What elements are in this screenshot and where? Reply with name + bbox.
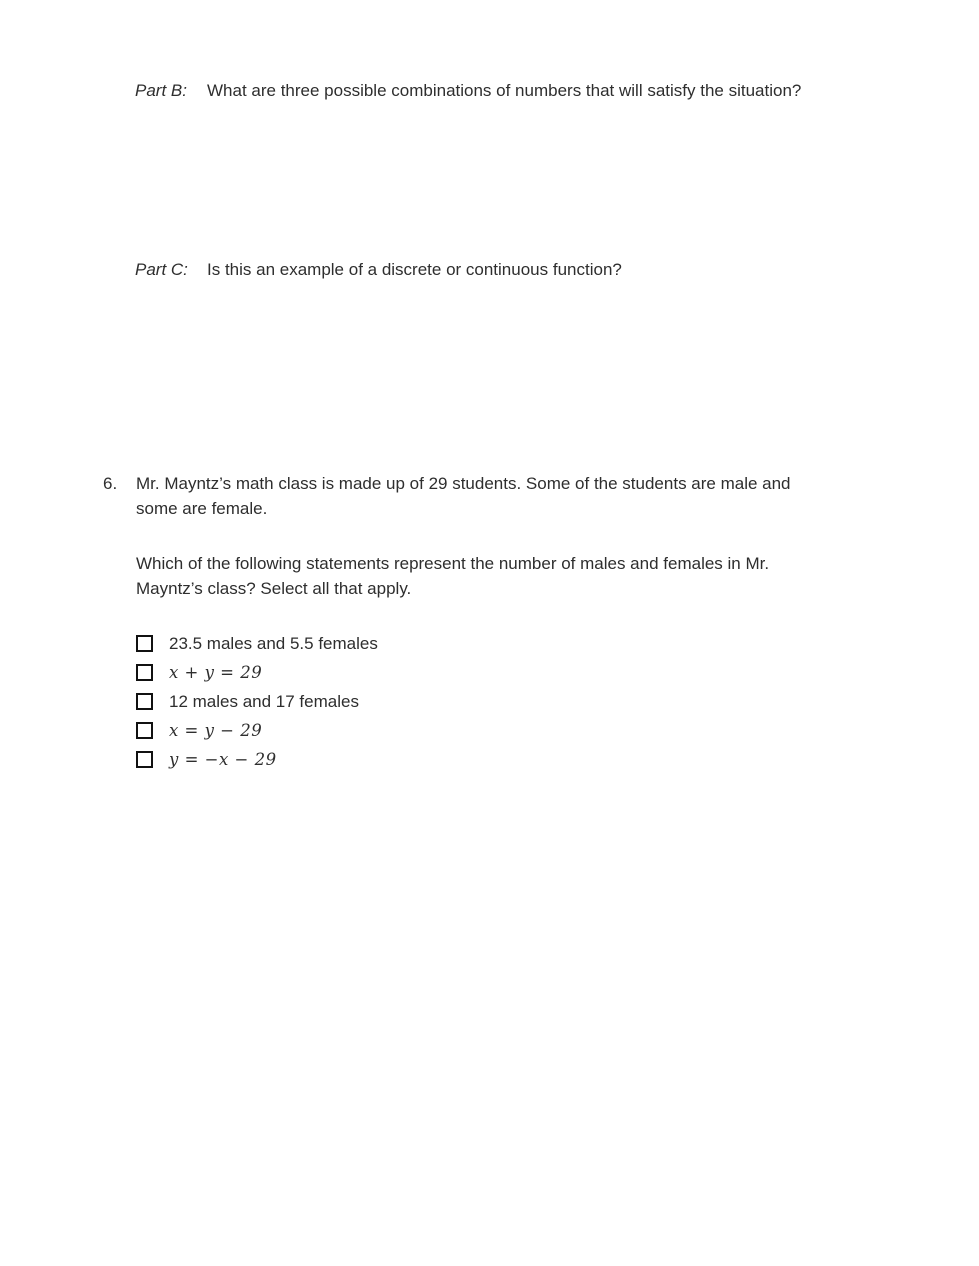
- question-6-options: [136, 629, 836, 774]
- option-checkbox[interactable]: [136, 635, 153, 652]
- question-6-body: [136, 471, 836, 774]
- question-6-number: 6.: [103, 474, 118, 493]
- option-label: x + y = 29: [169, 663, 263, 682]
- option-checkbox[interactable]: [136, 664, 153, 681]
- option-row: [136, 658, 836, 687]
- question-6-prompt: Mr. Mayntz’s math class is made up of 29 students. Some of the students are male and some are female.: [136, 474, 791, 518]
- part-b-question: What are three possible combinations of numbers that will satisfy the situation?: [207, 81, 802, 100]
- option-label: 12 males and 17 females: [169, 692, 359, 711]
- option-row: [136, 687, 836, 716]
- question-6-instructions: Which of the following statements represent the number of males and females in Mr. Mayntz’s class? Select all that apply.: [136, 554, 770, 598]
- part-c-question: Is this an example of a discrete or continuous function?: [207, 260, 622, 279]
- question-6: [103, 471, 836, 774]
- part-c-section: [135, 257, 622, 282]
- part-b-section: [135, 78, 801, 103]
- option-label: 23.5 males and 5.5 females: [169, 634, 378, 653]
- option-row: [136, 745, 836, 774]
- part-b-label: Part B:: [135, 81, 187, 100]
- option-label: y = −x − 29: [169, 750, 277, 769]
- option-label: x = y − 29: [169, 721, 263, 740]
- option-row: [136, 716, 836, 745]
- option-checkbox[interactable]: [136, 751, 153, 768]
- option-checkbox[interactable]: [136, 693, 153, 710]
- option-row: [136, 629, 836, 658]
- option-checkbox[interactable]: [136, 722, 153, 739]
- part-c-label: Part C:: [135, 260, 188, 279]
